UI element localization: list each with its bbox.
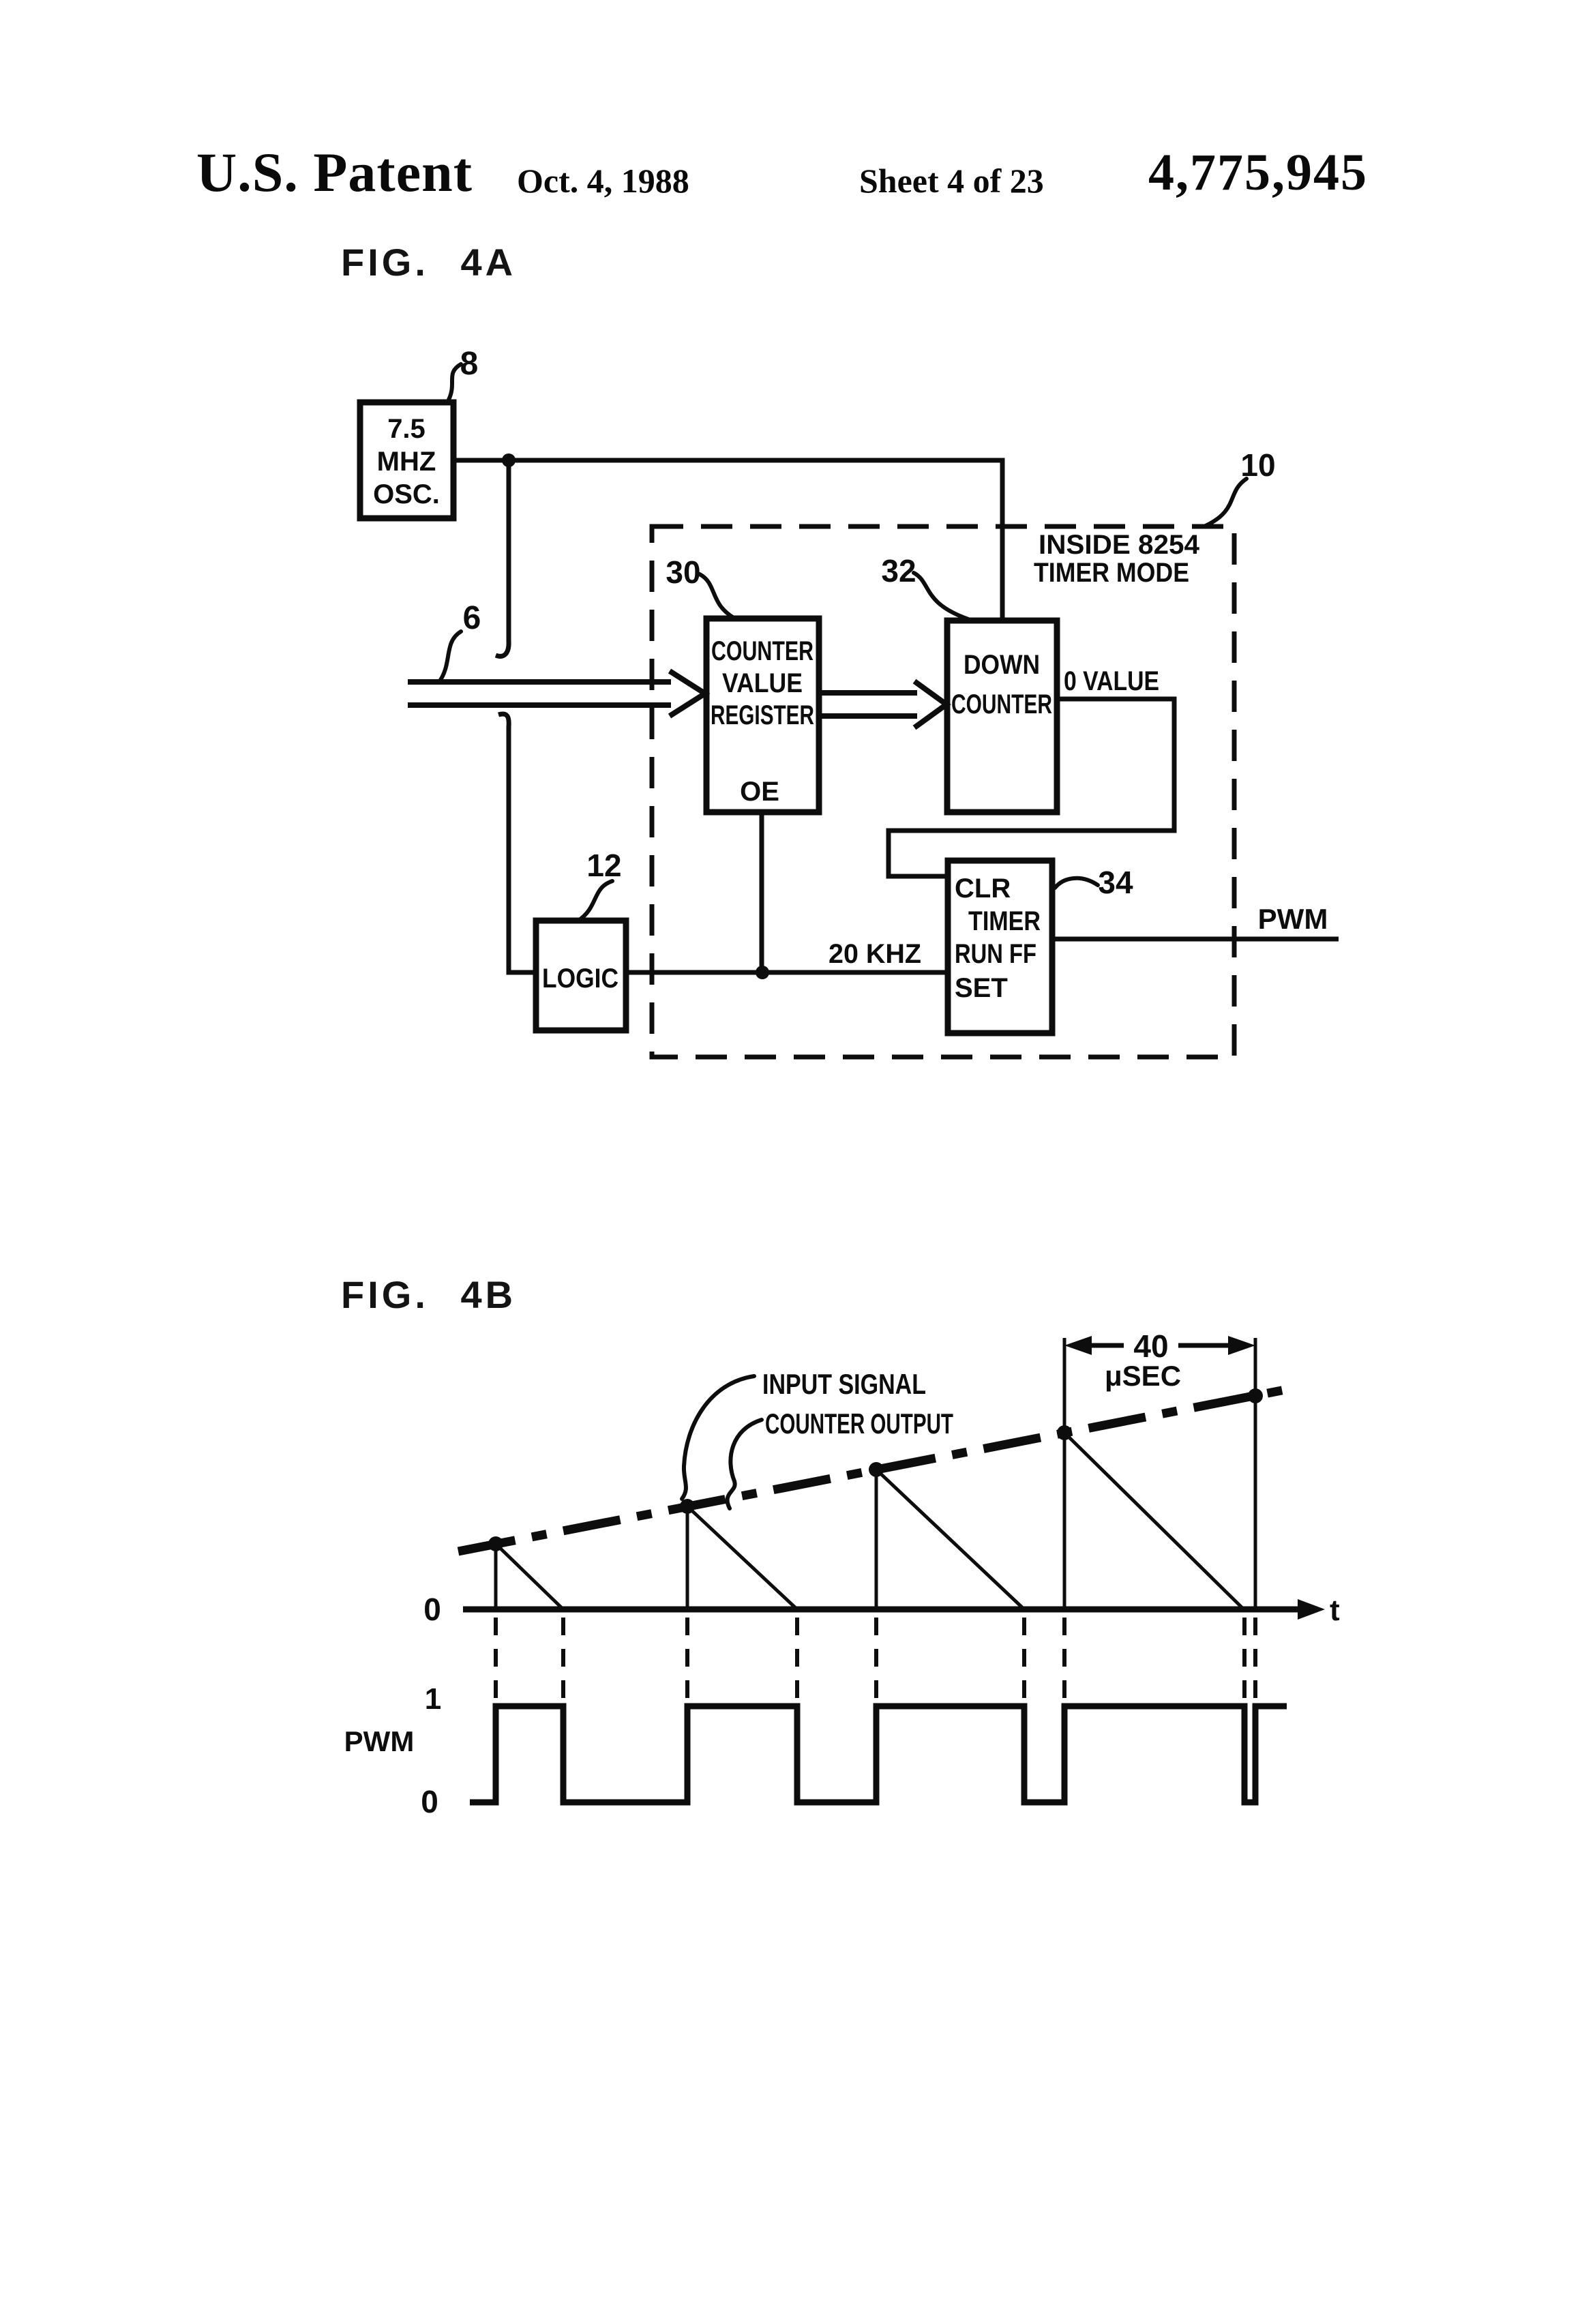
patent-header-number: 4,775,945 — [1148, 144, 1368, 201]
sawtooth-fall-2 — [687, 1506, 797, 1609]
sawtooth-fall-1 — [496, 1544, 563, 1609]
pwm-high-tick-label: 1 — [424, 1682, 442, 1716]
ref-34-leader — [1055, 878, 1098, 888]
pwm-output-label: PWM — [1257, 903, 1328, 935]
pwm-low-tick-label: 0 — [421, 1784, 438, 1819]
down-counter-text-line1: DOWN — [964, 650, 1040, 680]
ref-10-leader — [1204, 479, 1247, 526]
patent-header-sheet: Sheet 4 of 23 — [859, 162, 1044, 200]
fig4a-caption: FIG. 4A — [341, 241, 517, 284]
time-axis-arrowhead-icon — [1298, 1599, 1325, 1620]
ref-32-leader — [914, 573, 968, 619]
pwm-row-label: PWM — [344, 1725, 415, 1757]
counter-reload-dot-2 — [680, 1499, 695, 1514]
cvr-text-line1: COUNTER — [711, 636, 814, 666]
zero-value-line — [889, 699, 1174, 876]
ref-30-leader — [700, 574, 734, 618]
ref-6: 6 — [462, 600, 481, 636]
counter-reload-dot-3 — [869, 1462, 884, 1477]
fig4b-caption: FIG. 4B — [341, 1273, 517, 1316]
input-signal-label: INPUT SIGNAL — [762, 1368, 926, 1400]
pwm-waveform — [470, 1706, 1287, 1802]
clock-20khz-label: 20 KHZ — [829, 939, 921, 969]
fig4a-diagram — [360, 346, 1339, 1057]
sawtooth-fall-3 — [876, 1470, 1024, 1609]
input-bus-arrowhead-icon — [670, 671, 705, 716]
counter-reload-dot-5 — [1248, 1388, 1263, 1403]
cvr-oe-port-label: OE — [740, 777, 779, 807]
cvr-text-line3: REGISTER — [711, 700, 815, 730]
input-signal-leader — [682, 1376, 754, 1499]
ref-10: 10 — [1240, 447, 1276, 483]
register-counter-bus-arrowhead-icon — [914, 681, 946, 728]
dim-left-arrow-icon — [1064, 1336, 1092, 1355]
osc-text-line3: OSC. — [373, 479, 440, 509]
sawtooth-fall-4 — [1064, 1433, 1244, 1609]
counter-output-label: COUNTER OUTPUT — [765, 1407, 954, 1440]
zero-value-label: 0 VALUE — [1064, 666, 1159, 696]
cvr-text-line2: VALUE — [722, 668, 803, 698]
down-counter-text-line2: COUNTER — [951, 689, 1053, 719]
ref-34: 34 — [1098, 865, 1133, 900]
osc-clock-line — [453, 460, 1002, 621]
patent-header-title: U.S. Patent — [196, 141, 473, 203]
counter-reload-dot-1 — [488, 1536, 503, 1551]
ref-8: 8 — [460, 346, 479, 382]
ff-set-port-label: SET — [955, 973, 1008, 1003]
osc-branch-line — [496, 460, 509, 656]
ref-6-leader — [439, 631, 461, 682]
dim-right-arrow-icon — [1228, 1336, 1255, 1355]
axis-zero-label: 0 — [423, 1592, 441, 1627]
dim-value-label: 40 — [1133, 1328, 1169, 1364]
ff-timer-label: TIMER — [968, 906, 1041, 936]
counter-reload-dot-4 — [1057, 1425, 1072, 1440]
inside-8254-label-line2: TIMER MODE — [1034, 558, 1189, 588]
time-axis-label: t — [1330, 1594, 1340, 1627]
logic-text: LOGIC — [542, 964, 618, 994]
inside-8254-label-line1: INSIDE 8254 — [1039, 530, 1200, 560]
ref-30: 30 — [666, 554, 701, 590]
junction-dot-oe — [756, 966, 769, 979]
patent-header-date: Oct. 4, 1988 — [517, 162, 689, 200]
osc-text-line2: MHZ — [376, 447, 436, 477]
ref-12-leader — [578, 881, 612, 921]
ff-runff-label: RUN FF — [955, 939, 1036, 969]
ff-clr-port-label: CLR — [955, 874, 1011, 904]
ref-32: 32 — [881, 553, 916, 589]
fig4b-diagram — [344, 1328, 1340, 1819]
ref-12: 12 — [586, 848, 622, 883]
bus-to-logic-line — [498, 714, 536, 972]
osc-text-line1: 7.5 — [387, 414, 426, 444]
ref-8-leader — [447, 364, 461, 402]
dim-unit-label: μSEC — [1104, 1360, 1182, 1392]
